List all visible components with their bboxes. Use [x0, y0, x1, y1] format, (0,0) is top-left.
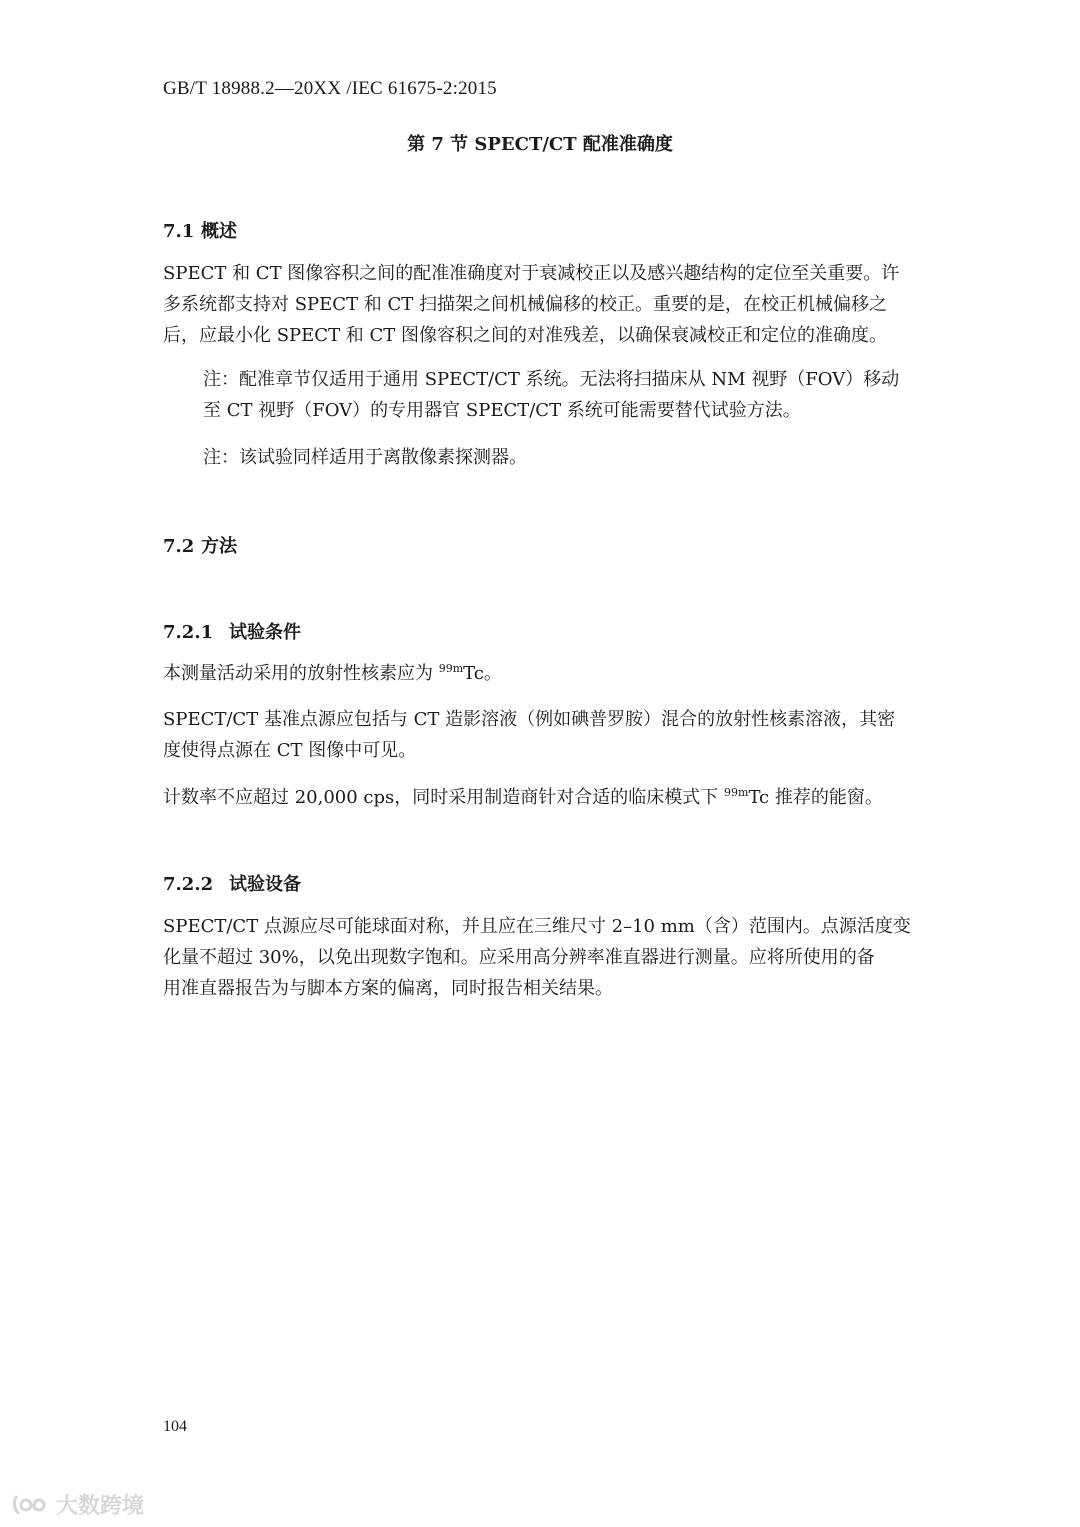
text-line: 多系统都支持对 SPECT 和 CT 扫描架之间机械偏移的校正。重要的是，在校正机械偏移之 [163, 294, 888, 315]
note-1 [203, 364, 923, 426]
watermark [10, 1489, 144, 1520]
brand-logo-icon [10, 1493, 50, 1517]
note-2 [203, 442, 923, 473]
paragraph-7-1-overview [163, 258, 923, 351]
heading-number: 7.2.1 [163, 622, 214, 643]
heading-number: 7.1 [163, 221, 195, 242]
text-segment: 本测量活动采用的放射性核素应为 [163, 663, 439, 684]
heading-number: 7.2 [163, 536, 195, 557]
text-segment: Tc 推荐的能窗。 [748, 787, 883, 808]
text-line: 用准直器报告为与脚本方案的偏离，同时报告相关结果。 [163, 978, 613, 999]
isotope-superscript: 99m [438, 662, 464, 675]
paragraph-radionuclide [163, 658, 923, 689]
text-line: 后，应最小化 SPECT 和 CT 图像容积之间的对准残差，以确保衰减校正和定位的准确度。 [163, 325, 888, 346]
heading-7-2-1 [163, 618, 301, 644]
text-line: 至 CT 视野（FOV）的专用器官 SPECT/CT 系统可能需要替代试验方法。 [203, 400, 801, 421]
paragraph-fiducial-source [163, 704, 923, 766]
text-line: 注：该试验同样适用于离散像素探测器。 [203, 447, 527, 468]
standard-code-header: GB/T 18988.2—20XX /IEC 61675-2:2015 [163, 78, 497, 99]
heading-text: 方法 [201, 536, 237, 557]
heading-7-2 [163, 532, 237, 558]
heading-7-1 [163, 217, 237, 243]
text-segment: 计数率不应超过 20,000 cps，同时采用制造商针对合适的临床模式下 [163, 787, 724, 808]
section-title: 第 7 节 SPECT/CT 配准准确度 [407, 134, 673, 155]
isotope-superscript: 99m [724, 786, 749, 799]
text-segment: Tc。 [463, 663, 502, 684]
text-line: SPECT/CT 基准点源应包括与 CT 造影溶液（例如碘普罗胺）混合的放射性核素溶液，其密 [163, 709, 896, 730]
text-line: 度使得点源在 CT 图像中可见。 [163, 740, 417, 761]
text-line: 注：配准章节仅适用于通用 SPECT/CT 系统。无法将扫描床从 NM 视野（FOV）移动 [203, 369, 900, 390]
text-line: SPECT/CT 点源应尽可能球面对称，并且应在三维尺寸 2–10 mm（含）范围内。点源活度变 [163, 916, 911, 937]
text-line: SPECT 和 CT 图像容积之间的配准准确度对于衰减校正以及感兴趣结构的定位至关重要。许 [163, 263, 900, 284]
text-line [163, 782, 923, 813]
paragraph-count-rate [163, 782, 923, 813]
text-line: 化量不超过 30%，以免出现数字饱和。应采用高分辨率准直器进行测量。应将所使用的备 [163, 947, 875, 968]
text-line [163, 658, 923, 689]
heading-7-2-2 [163, 870, 301, 896]
heading-text: 概述 [201, 221, 237, 242]
page-number: 104 [163, 1418, 187, 1435]
paragraph-test-equipment [163, 911, 923, 1004]
heading-text: 试验设备 [229, 874, 301, 895]
heading-number: 7.2.2 [163, 874, 214, 895]
watermark-text: 大数跨境 [56, 1494, 145, 1519]
heading-text: 试验条件 [229, 622, 301, 643]
